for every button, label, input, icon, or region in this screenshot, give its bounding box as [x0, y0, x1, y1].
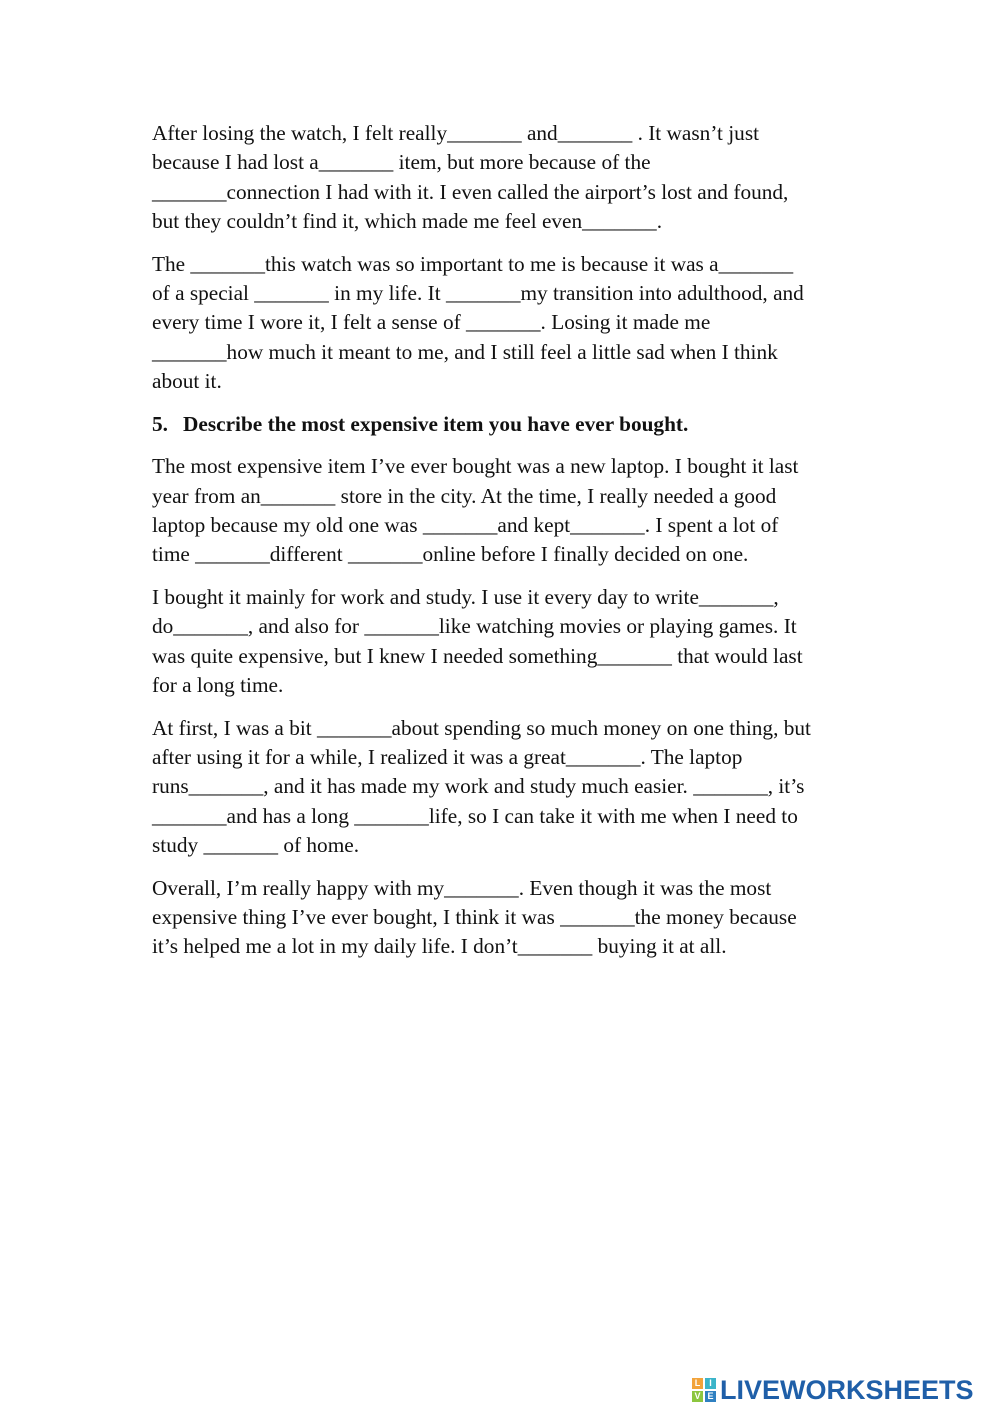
- text-line: At first, I was a bit _______about spending so much money on one thing, but: [152, 715, 811, 740]
- paragraph-laptop-opinion: [152, 714, 882, 860]
- text-line: laptop because my old one was _______and kept_______. I spent a lot of: [152, 513, 779, 538]
- paragraph-overall: [152, 874, 882, 962]
- text-line: year from an_______ store in the city. At the time, I really needed a good: [152, 483, 777, 508]
- logo-mark-icon: [692, 1378, 716, 1402]
- logo-text: LIVEWORKSHEETS: [720, 1374, 974, 1405]
- text-line: _______how much it meant to me, and I still feel a little sad when I think: [152, 339, 778, 364]
- question-heading: [152, 410, 882, 439]
- logo-mark-letter: E: [705, 1391, 716, 1402]
- text-line: After losing the watch, I felt really_______ and_______ . It wasn’t just: [152, 121, 760, 145]
- text-line: was quite expensive, but I knew I needed something_______ that would last: [152, 643, 803, 668]
- paragraph-watch-feelings: [152, 119, 882, 236]
- text-line: but they couldn’t find it, which made me feel even_______.: [152, 208, 663, 233]
- text-line: time _______different _______online before I finally decided on one.: [152, 542, 749, 567]
- logo-mark-letter: V: [692, 1391, 703, 1402]
- liveworksheets-logo[interactable]: [692, 1375, 974, 1405]
- logo-mark-letter: I: [705, 1378, 716, 1389]
- text-line: after using it for a while, I realized it was a great_______. The laptop: [152, 745, 743, 770]
- question-number: 5.: [152, 411, 168, 436]
- text-line: it’s helped me a lot in my daily life. I don’t_______ buying it at all.: [152, 934, 727, 959]
- text-line: _______connection I had with it. I even called the airport’s lost and found,: [152, 179, 789, 204]
- logo-mark-letter: L: [692, 1378, 703, 1389]
- text-line: I bought it mainly for work and study. I use it every day to write_______,: [152, 585, 779, 610]
- text-line: of a special _______ in my life. It _______my transition into adulthood, and: [152, 280, 804, 305]
- text-line: expensive thing I’ve ever bought, I think it was _______the money because: [152, 905, 797, 930]
- text-line: about it.: [152, 368, 222, 393]
- text-line: study _______ of home.: [152, 833, 360, 858]
- text-line: because I had lost a_______ item, but more because of the: [152, 150, 651, 175]
- worksheet-content: [152, 119, 882, 975]
- paragraph-laptop-purchase: [152, 452, 882, 569]
- paragraph-watch-importance: [152, 250, 882, 396]
- text-line: _______and has a long _______life, so I can take it with me when I need to: [152, 803, 798, 828]
- text-line: runs_______, and it has made my work and study much easier. _______, it’s: [152, 774, 805, 799]
- text-line: do_______, and also for _______like watching movies or playing games. It: [152, 614, 797, 639]
- question-text: Describe the most expensive item you have ever bought.: [183, 411, 689, 436]
- text-line: The most expensive item I’ve ever bought was a new laptop. I bought it last: [152, 454, 799, 479]
- text-line: The _______this watch was so important to me is because it was a_______: [152, 251, 794, 276]
- text-line: every time I wore it, I felt a sense of _______. Losing it made me: [152, 310, 711, 335]
- text-line: Overall, I’m really happy with my_______. Even though it was the most: [152, 875, 772, 900]
- paragraph-laptop-use: [152, 583, 882, 700]
- text-line: for a long time.: [152, 673, 284, 698]
